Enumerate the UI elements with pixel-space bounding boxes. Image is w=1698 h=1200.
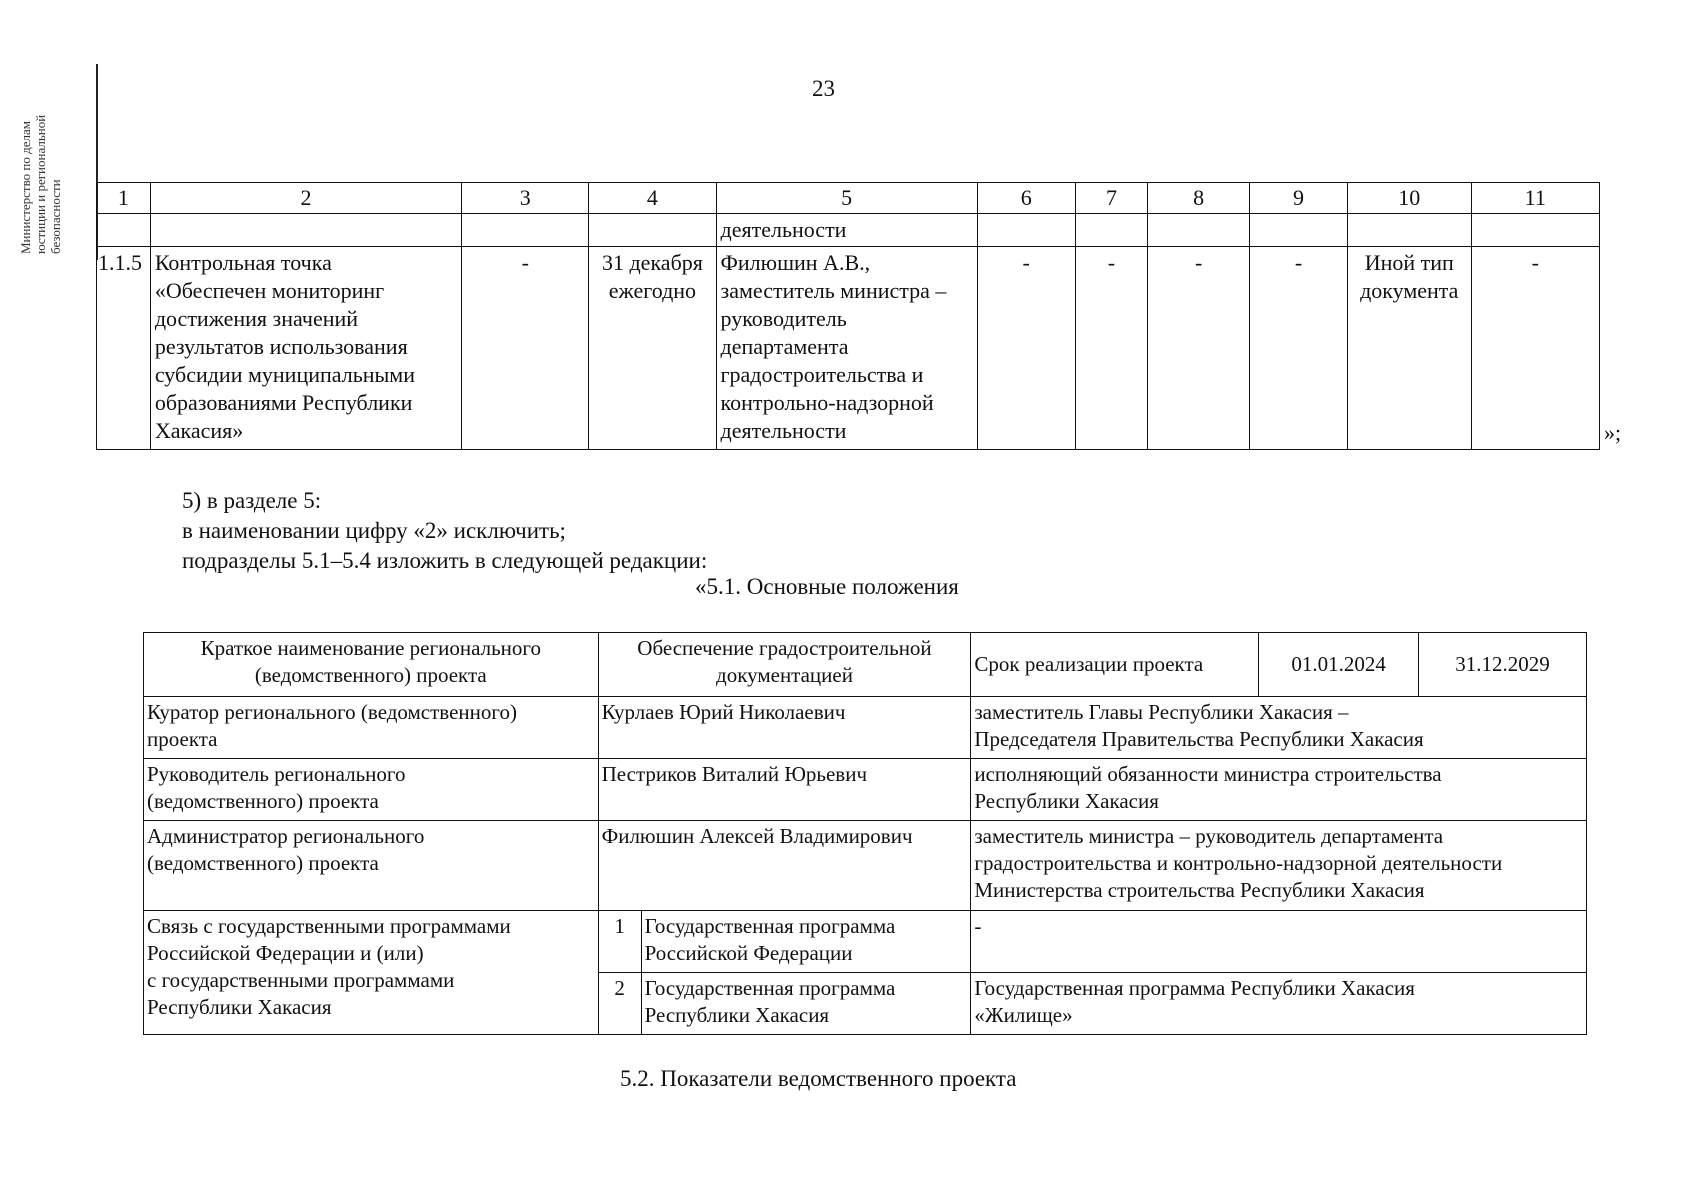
doc-line: документа: [1360, 278, 1459, 303]
name-line: субсидии муниципальными: [154, 362, 415, 387]
table-row: [144, 911, 1587, 973]
value-line: «Жилище»: [974, 1003, 1073, 1027]
col-header: 1: [97, 183, 151, 214]
administrator-position: [971, 821, 1587, 911]
col-header: 5: [716, 183, 977, 214]
position-line: заместитель Главы Республики Хакасия –: [974, 700, 1349, 724]
type-line: Республики Хакасия: [644, 1003, 830, 1027]
administrator-name: Филюшин Алексей Владимирович: [598, 821, 971, 911]
col-header: 6: [977, 183, 1075, 214]
col-header: 4: [589, 183, 716, 214]
value-line: Обеспечение градостроительной: [637, 636, 932, 660]
col7-value: -: [1075, 247, 1148, 450]
document-type: [1347, 247, 1471, 450]
control-points-table: [96, 182, 1600, 450]
end-date: 31.12.2029: [1419, 633, 1587, 697]
start-date: 01.01.2024: [1259, 633, 1419, 697]
value-line: Государственная программа Республики Хакасия: [974, 976, 1415, 1000]
col-header: 10: [1347, 183, 1471, 214]
resp-line: заместитель министра –: [720, 278, 947, 303]
program-type: [641, 911, 971, 973]
name-line: «Обеспечен мониторинг: [154, 278, 385, 303]
label-line: с государственными программами: [147, 968, 455, 992]
col6-value: -: [977, 247, 1075, 450]
type-line: Государственная программа: [644, 914, 896, 938]
value-line: -: [974, 914, 982, 938]
label-line: Куратор регионального (ведомственного): [147, 700, 517, 724]
registration-stamp: [18, 64, 98, 260]
paragraph-line: 5) в разделе 5:: [182, 488, 322, 513]
deadline-line: 31 декабря: [601, 250, 703, 275]
continued-cell: деятельности: [716, 214, 977, 247]
curator-position: [971, 697, 1587, 759]
table-row-continued: [97, 214, 1600, 247]
label-line: Республики Хакасия: [147, 995, 332, 1019]
label-line: Краткое наименование регионального: [200, 636, 541, 660]
stamp-line-2: юстиции и региональной: [33, 114, 48, 254]
table-row: [97, 247, 1600, 450]
col8-value: -: [1148, 247, 1250, 450]
table-header-row: [97, 183, 1600, 214]
label-line: Связь с государственными программами: [147, 914, 511, 938]
name-line: образованиями Республики: [154, 390, 413, 415]
col-header: 3: [462, 183, 589, 214]
resp-line: Филюшин А.В.,: [720, 250, 871, 275]
col11-value: -: [1471, 247, 1599, 450]
head-label: [144, 759, 599, 821]
position-line: Министерства строительства Республики Хакасия: [974, 878, 1425, 902]
label-line: Администратор регионального: [147, 824, 425, 848]
responsible-person: [716, 247, 977, 450]
col-header: 9: [1250, 183, 1348, 214]
term-label: Срок реализации проекта: [971, 633, 1259, 697]
deadline-line: ежегодно: [608, 278, 697, 303]
resp-line: департамента: [720, 334, 849, 359]
programs-link-label: [144, 911, 599, 1035]
stamp-line-3: безопасности: [48, 179, 63, 254]
position-line: исполняющий обязанности министра строительства: [974, 762, 1442, 786]
label-line: Руководитель регионального: [147, 762, 406, 786]
col-header: 8: [1148, 183, 1250, 214]
curator-name: Курлаев Юрий Николаевич: [598, 697, 971, 759]
head-name: Пестриков Виталий Юрьевич: [598, 759, 971, 821]
program-value: [971, 911, 1587, 973]
curator-label: [144, 697, 599, 759]
row-number: 1.1.5: [97, 247, 151, 450]
program-value: [971, 973, 1587, 1035]
name-line: Контрольная точка: [154, 250, 332, 275]
paragraph-line: в наименовании цифру «2» исключить;: [182, 518, 566, 543]
table-row: [144, 759, 1587, 821]
col9-value: -: [1250, 247, 1348, 450]
label-line: Российской Федерации и (или): [147, 941, 424, 965]
col-header: 11: [1471, 183, 1599, 214]
table-row: [144, 697, 1587, 759]
stamp-line-1: Министерство по делам: [18, 121, 33, 254]
paragraph-line: подразделы 5.1–5.4 изложить в следующей редакции:: [182, 548, 708, 573]
position-line: градостроительства и контрольно-надзорной деятельности: [974, 851, 1503, 875]
section-5-2-title: 5.2. Показатели ведомственного проекта: [620, 1066, 1017, 1091]
type-line: Российской Федерации: [644, 941, 853, 965]
name-line: Хакасия»: [154, 418, 244, 443]
label-line: проекта: [147, 727, 218, 751]
control-point-name: [150, 247, 461, 450]
page-number: 23: [812, 76, 835, 101]
program-number: 1: [598, 911, 641, 973]
project-name: [598, 633, 971, 697]
col-header: 2: [150, 183, 461, 214]
administrator-label: [144, 821, 599, 911]
col-header: 7: [1075, 183, 1148, 214]
label-line: (ведомственного) проекта: [147, 789, 379, 813]
position-line: заместитель министра – руководитель департамента: [974, 824, 1444, 848]
col3-value: -: [462, 247, 589, 450]
resp-line: руководитель: [720, 306, 847, 331]
name-line: результатов использования: [154, 334, 408, 359]
type-line: Государственная программа: [644, 976, 896, 1000]
label-line: (ведомственного) проекта: [147, 851, 379, 875]
resp-line: контрольно-надзорной: [720, 390, 934, 415]
doc-line: Иной тип: [1364, 250, 1454, 275]
closing-quote: »;: [1604, 420, 1622, 445]
table-row: [144, 633, 1587, 697]
section-5-1-title: «5.1. Основные положения: [695, 574, 959, 599]
resp-line: градостроительства и: [720, 362, 924, 387]
position-line: Республики Хакасия: [974, 789, 1159, 813]
head-position: [971, 759, 1587, 821]
program-number: 2: [598, 973, 641, 1035]
program-type: [641, 973, 971, 1035]
value-line: документацией: [716, 663, 853, 687]
position-line: Председателя Правительства Республики Хакасия: [974, 727, 1424, 751]
label-line: (ведомственного) проекта: [254, 663, 487, 687]
name-line: достижения значений: [154, 306, 359, 331]
project-info-table: [143, 632, 1587, 1035]
deadline: [589, 247, 716, 450]
project-label: [144, 633, 599, 697]
resp-line: деятельности: [720, 418, 847, 443]
table-row: [144, 821, 1587, 911]
